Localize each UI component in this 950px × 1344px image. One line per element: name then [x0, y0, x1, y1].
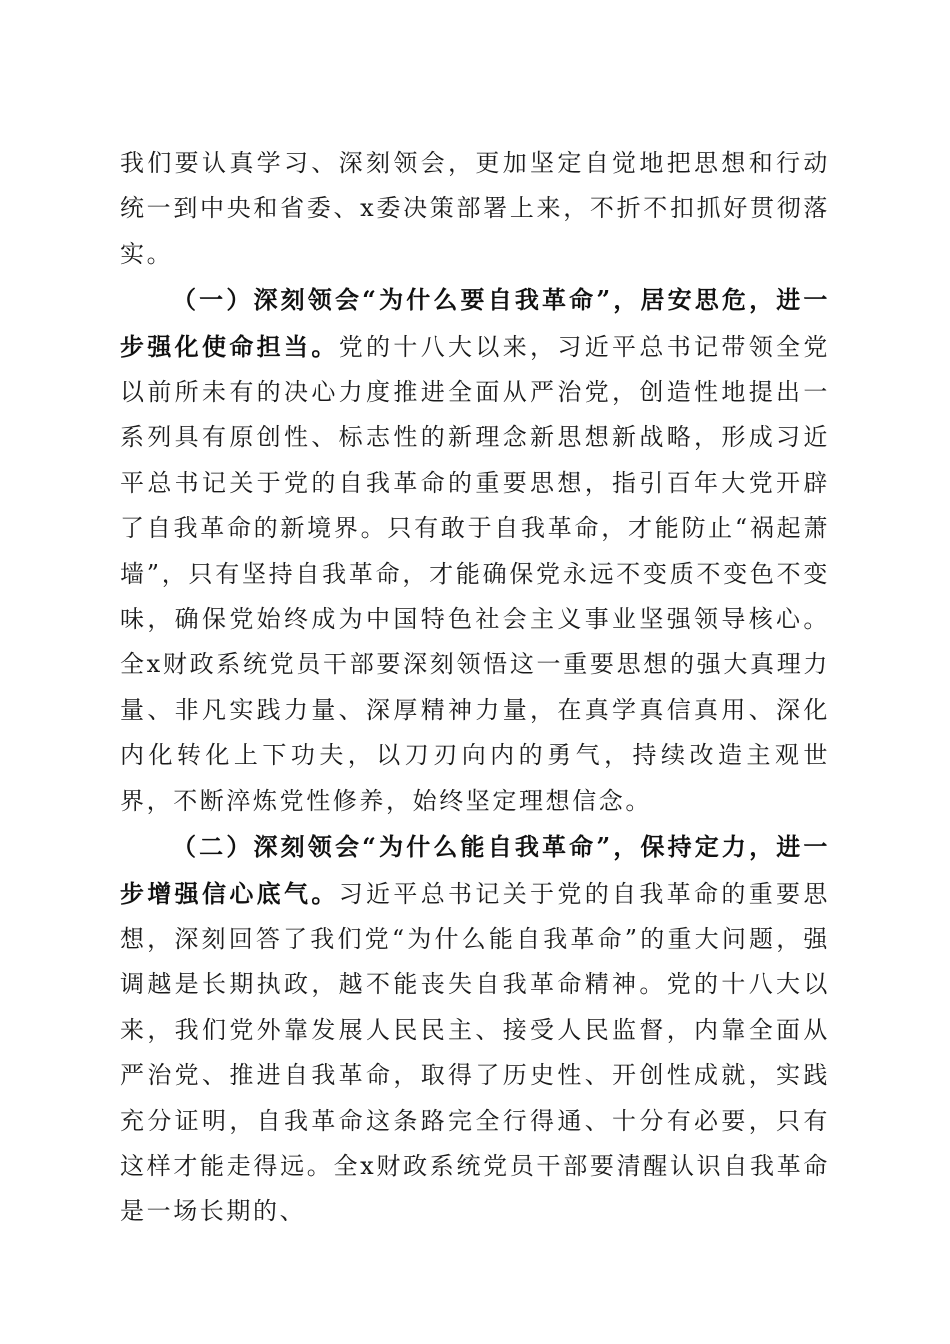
paragraph-continuation: [120, 141, 830, 277]
document-body: [120, 141, 830, 1235]
paragraph-body-text: 我们要认真学习、深刻领会，更加坚定自觉地把思想和行动统一到中央和省委、x委决策部署上来，不折不扣抓好贯彻落实。: [120, 149, 830, 268]
paragraph-body-text: 习近平总书记关于党的自我革命的重要思想，深刻回答了我们党“为什么能自我革命”的重大问题，强调越是长期执政，越不能丧失自我革命精神。党的十八大以来，我们党外靠发展人民民主、接受人民监督，内靠全面从严治党、推进自我革命，取得了历史性、开创性成就，实践充分证明，自我革命这条路完全行得通、十分有必要，只有这样才能走得远。全x财政系统党员干部要清醒认识自我革命是一场长期的、: [120, 879, 830, 1226]
paragraph-section-two: [120, 824, 830, 1235]
section-heading-two: （二）深刻领会“为什么能自我革命”，保持定力，进一步增强信心底气。: [120, 832, 830, 908]
paragraph-section-one: [120, 277, 830, 824]
paragraph-body-text: 党的十八大以来，习近平总书记带领全党以前所未有的决心力度推进全面从严治党，创造性地提出一系列具有原创性、标志性的新理念新思想新战略，形成习近平总书记关于党的自我革命的重要思想，指引百年大党开辟了自我革命的新境界。只有敢于自我革命，才能防止“祸起萧墙”，只有坚持自我革命，才能确保党永远不变质不变色不变味，确保党始终成为中国特色社会主义事业坚强领导核心。全x财政系统党员干部要深刻领悟这一重要思想的强大真理力量、非凡实践力量、深厚精神力量，在真学真信真用、深化内化转化上下功夫，以刀刃向内的勇气，持续改造主观世界，不断淬炼党性修养，始终坚定理想信念。: [120, 332, 830, 815]
section-heading-one: （一）深刻领会“为什么要自我革命”，居安思危，进一步强化使命担当。: [120, 285, 830, 361]
